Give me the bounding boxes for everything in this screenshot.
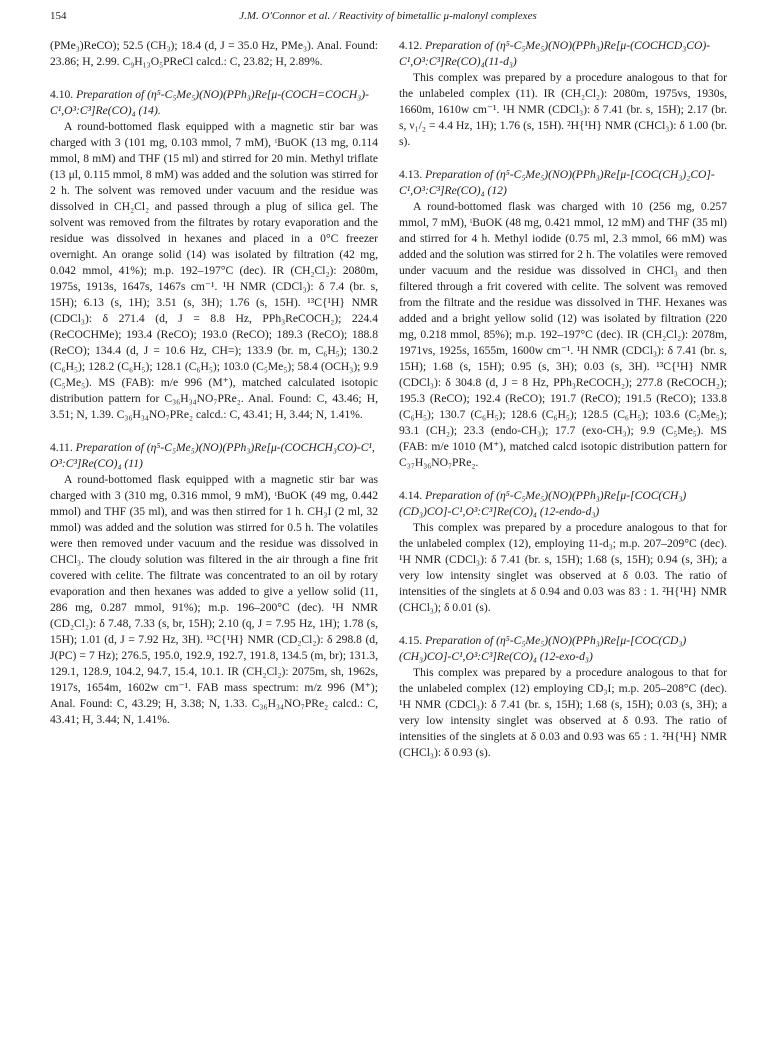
section-heading-4-13	[399, 167, 727, 199]
section-heading-4-10	[50, 87, 378, 119]
section-title: Preparation of (η⁵-C₅Me₅)(NO)(PPh₃)Re[μ-(COCH=COCH₃)-C¹,O³:C³]Re(CO)₄ (14).	[50, 88, 369, 117]
section-heading-4-15	[399, 633, 727, 665]
section-number: 4.10.	[50, 88, 74, 101]
section-title: Preparation of (η⁵-C₅Me₅)(NO)(PPh₃)Re[μ-[COC(CD₃)(CH₃)CO]-C¹,O³:C³]Re(CO)₄ (12-exo-d₃)	[399, 634, 687, 663]
section-body-4-13: A round-bottomed flask was charged with 10 (256 mg, 0.257 mmol, 7 mM), ᵗBuOK (48 mg, 0.421 mmol, 12 mM) and THF (35 ml) and stirred for 4 h. Methyl iodide (0.75 ml, 2.3 mmol, 66 mM) was added and the solution was stirred for 2 h. The volatiles were removed under vacuum and the residue was dissolved in CHCl₃ and then filtered through a frit covered with celite. The solvent was removed from the filtrate and the residue was dissolved in THF. Hexanes was added and a bright yellow solid (12) was isolated by filtration (220 mg, 0.218 mmol, 85%); m.p. 192–197°C (dec). IR (CH₂Cl₂): 2078m, 1971vs, 1925s, 1655m, 1600w cm⁻¹. ¹H NMR (CDCl₃): δ 7.41 (br. s, 15H); 1.68 (s, 15H); 0.95 (s, 3H); 0.03 (s, 3H). ¹³C{¹H} NMR (CDCl₃): δ 304.8 (d, J = 8 Hz, PPh₃ReCOCH₂); 277.8 (ReCOCH₂); 195.3 (ReCO); 192.4 (ReCO); 191.7 (ReCO); 191.5 (ReCO); 133.8 (C₆H₅); 130.7 (C₆H₅); 128.6 (C₆H₅); 128.5 (C₆H₅); 103.6 (C₅Me₅); 93.1 (CH₂); 23.3 (endo-CH₃); 17.7 (exo-CH₃); 9.9 (C₅Me₅). MS (FAB: m/e 1010 (M⁺), matched calcd isotopic distribution pattern for C₃₇H₃₆NO₇PRe₂.	[399, 200, 727, 469]
section-heading-4-11	[50, 440, 378, 472]
section-number: 4.14.	[399, 489, 423, 502]
section-body-4-14: This complex was prepared by a procedure analogous to that for the unlabeled complex (12), employing 11-d₃; m.p. 207–209°C (dec). ¹H NMR (CDCl₃): δ 7.41 (br. s, 15H); 1.68 (s, 15H); 0.94 (s, 3H); a very low intensity singlet was observed at δ 0.03. The ratio of intensities of the singlets at δ 0.94 and 0.03 was 83 : 1. ²H{¹H} NMR (CHCl₃); δ 0.01 (s).	[399, 521, 727, 614]
continued-paragraph: (PMe₃)ReCO); 52.5 (CH₃); 18.4 (d, J = 35.0 Hz, PMe₃). Anal. Found: 23.86; H, 2.99. C₉H₁₃O₅PReCl calcd.: C, 23.82; H, 2.89%.	[50, 39, 378, 68]
section-number: 4.15.	[399, 634, 423, 647]
section-body-4-12: This complex was prepared by a procedure analogous to that for the unlabeled complex (11). IR (CH₂Cl₂): 2080m, 1975vs, 1930s, 1660m, 1610w cm⁻¹. ¹H NMR (CDCl₃): δ 7.41 (br. s, 15H); 2.17 (br. s, ν₁/₂ = 4.4 Hz, 1H); 1.76 (s, 15H). ²H{¹H} NMR (CHCl₃): δ 1.00 (br. s).	[399, 71, 727, 148]
page-number: 154	[50, 10, 67, 22]
section-number: 4.13.	[399, 168, 423, 181]
section-title: Preparation of (η⁵-C₅Me₅)(NO)(PPh₃)Re[μ-(COCHCH₃CO)-C¹, O³:C³]Re(CO)₄ (11)	[50, 441, 375, 470]
running-head: J.M. O'Connor et al. / Reactivity of bimetallic μ-malonyl complexes	[239, 10, 537, 22]
section-heading-4-14	[399, 488, 727, 520]
section-title: Preparation of (η⁵-C₅Me₅)(NO)(PPh₃)Re[μ-(COCHCD₃CO)-C¹,O³:C³]Re(CO)₄(11-d₃)	[399, 39, 711, 68]
section-title: Preparation of (η⁵-C₅Me₅)(NO)(PPh₃)Re[μ-[COC(CH₃)₂CO]-C¹,O³:C³]Re(CO)₄ (12)	[399, 168, 715, 197]
section-body-4-10: A round-bottomed flask equipped with a magnetic stir bar was charged with 3 (101 mg, 0.103 mmol, 7 mM), ᵗBuOK (13 mg, 0.114 mmol, 8 mM) and THF (15 ml) and stirred for 20 min. Methyl triflate (13 μl, 0.115 mmol, 8 mM) was added and the solution was stirred for 2 h. The solvent was removed under vacuum and the residue was dissolved in CH₂Cl₂ and passed through a plug of silica gel. The solvent was removed from the filtrates by rotary evaporation and the residue was dissolved in hexanes and placed in a 0°C freezer overnight. An orange solid (14) was isolated by filtration (42 mg, 0.042 mmol, 41%); m.p. 192–197°C (dec). IR (CH₂Cl₂): 2080m, 1975s, 1913s, 1647s, 1467s cm⁻¹. ¹H NMR (CDCl₃): δ 7.4 (br. s, 15H); 6.13 (s, 1H); 3.51 (s, 3H); 1.76 (s, 15H). ¹³C{¹H} NMR (CDCl₃): δ 271.4 (d, J = 8.8 Hz, PPh₃ReCOCH₂); 224.4 (ReCOCHMe); 193.4 (ReCO); 193.0 (ReCO); 189.3 (ReCO); 188.8 (ReCO); 134.4 (d, J = 10.6 Hz, CH=); 133.9 (br. m, C₆H₅); 130.2 (C₆H₅); 128.2 (C₆H₅); 128.1 (C₆H₅); 103.0 (C₅Me₅); 58.4 (OCH₃); 9.9 (C₅Me₅). MS (FAB): m/e 996 (M⁺), matched calculated isotopic distribution pattern for C₃₆H₃₄NO₇PRe₂. Anal. Found: C, 43.46; H, 3.51; N, 1.39. C₃₆H₃₄NO₇PRe₂ calcd.: C, 43.41; H, 3.44; N, 1.41%.	[50, 120, 378, 421]
left-column	[50, 38, 378, 728]
section-title: Preparation of (η⁵-C₅Me₅)(NO)(PPh₃)Re[μ-[COC(CH₃)(CD₃)CO]-C¹,O³:C³]Re(CO)₄ (12-endo-d₃)	[399, 489, 687, 518]
section-heading-4-12	[399, 38, 727, 70]
section-body-4-15: This complex was prepared by a procedure analogous to that for the unlabeled complex (12) employing CD₃I; m.p. 205–208°C (dec). ¹H NMR (CDCl₃): δ 7.41 (br. s, 15H); 1.68 (s, 15H); 0.03 (s, 3H); a very low intensity singlet was observed at δ 0.93. The ratio of intensities of the singlets at δ 0.03 and 0.93 was 65 : 1. ²H{¹H} NMR (CHCl₃): δ 0.93 (s).	[399, 666, 727, 759]
right-column	[399, 38, 727, 761]
section-number: 4.11.	[50, 441, 73, 454]
section-body-4-11: A round-bottomed flask equipped with a magnetic stir bar was charged with 3 (310 mg, 0.316 mmol, 9 mM), ᵗBuOK (49 mg, 0.442 mmol) and THF (35 ml), and was then stirred for 1 h. CH₃I (2 ml, 32 mmol) was added and the solution was stirred for 0.5 h. The volatiles were then removed under vacuum and the residue was dissolved in CHCl₃. The cloudy solution was filtered in the air through a fine frit covered with celite. The filtrate was concentrated to an oil by rotary evaporation and then hexanes was added to give a yellow solid (11, 286 mg, 0.287 mmol, 91%); m.p. 196–200°C (dec). ¹H NMR (CD₂Cl₂): δ 7.48, 7.33 (s, br, 15H); 2.10 (q, J = 7.95 Hz, 1H); 1.78 (s, 15H); 1.01 (d, J = 7.92 Hz, 3H). ¹³C{¹H} NMR (CD₂Cl₂): δ 298.8 (d, J(PC) = 7 Hz); 276.5, 195.0, 192.9, 192.7, 191.8, 134.5 (m, br); 131.3, 129.1, 128.9, 104.2, 94.7, 15.4, 10.1. IR (CH₂Cl₂): 2075m, sh, 1962s, 1917s, 1654m, 1602w cm⁻¹. FAB mass spectrum: m/z 996 (M⁺); Anal. Found: C, 43.29; H, 3.38; N, 1.33. C₃₆H₃₄NO₇PRe₂ calcd.: C, 43.41; H, 3.44; N, 1.41%.	[50, 473, 378, 726]
section-number: 4.12.	[399, 39, 423, 52]
